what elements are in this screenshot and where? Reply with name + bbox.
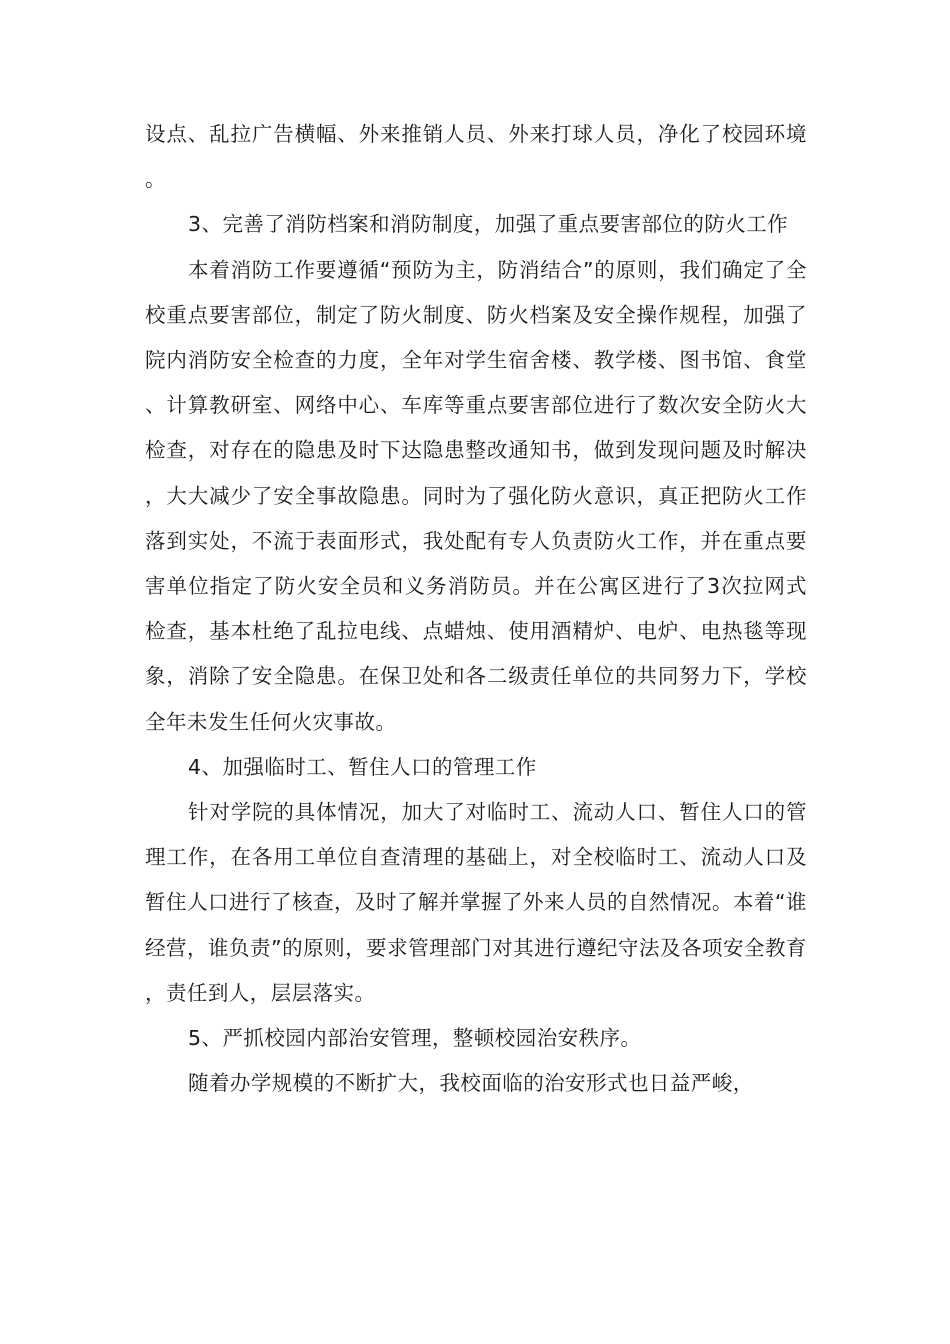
- paragraph-temporary-workers: 针对学院的具体情况，加大了对临时工、流动人口、暂住人口的管理工作，在各用工单位自查清理的基础上，对全校临时工、流动人口及暂住人口进行了核查，及时了解并掌握了外来人员的自然情况。本着“谁经营，谁负责”的原则，要求管理部门对其进行遵纪守法及各项安全教育，责任到人，层层落实。: [145, 800, 807, 1005]
- paragraph-continuation: 设点、乱拉广告横幅、外来推销人员、外来打球人员，净化了校园环境。: [145, 122, 807, 192]
- section-heading-3: 3、完善了消防档案和消防制度，加强了重点要害部位的防火工作: [188, 212, 789, 237]
- paragraph-campus-security: 随着办学规模的不断扩大，我校面临的治安形式也日益严峻，: [188, 1071, 754, 1096]
- paragraph-fire-safety: 本着消防工作要遵循“预防为主，防消结合”的原则，我们确定了全校重点要害部位，制定了防火制度、防火档案及安全操作规程，加强了院内消防安全检查的力度，全年对学生宿舍楼、教学楼、图书馆、食堂、计算教研室、网络中心、车库等重点要害部位进行了数次安全防火大检查，对存在的隐患及时下达隐患整改通知书，做到发现问题及时解决，大大减少了安全事故隐患。同时为了强化防火意识，真正把防火工作落到实处，不流于表面形式，我处配有专人负责防火工作，并在重点要害单位指定了防火安全员和义务消防员。并在公寓区进行了3次拉网式检查，基本杜绝了乱拉电线、点蜡烛、使用酒精炉、电炉、电热毯等现象，消除了安全隐患。在保卫处和各二级责任单位的共同努力下，学校全年未发生任何火灾事故。: [145, 257, 807, 734]
- document-body: [145, 112, 807, 1106]
- section-heading-5: 5、严抓校园内部治安管理，整顿校园治安秩序。: [188, 1026, 642, 1051]
- section-heading-4: 4、加强临时工、暂住人口的管理工作: [188, 754, 537, 779]
